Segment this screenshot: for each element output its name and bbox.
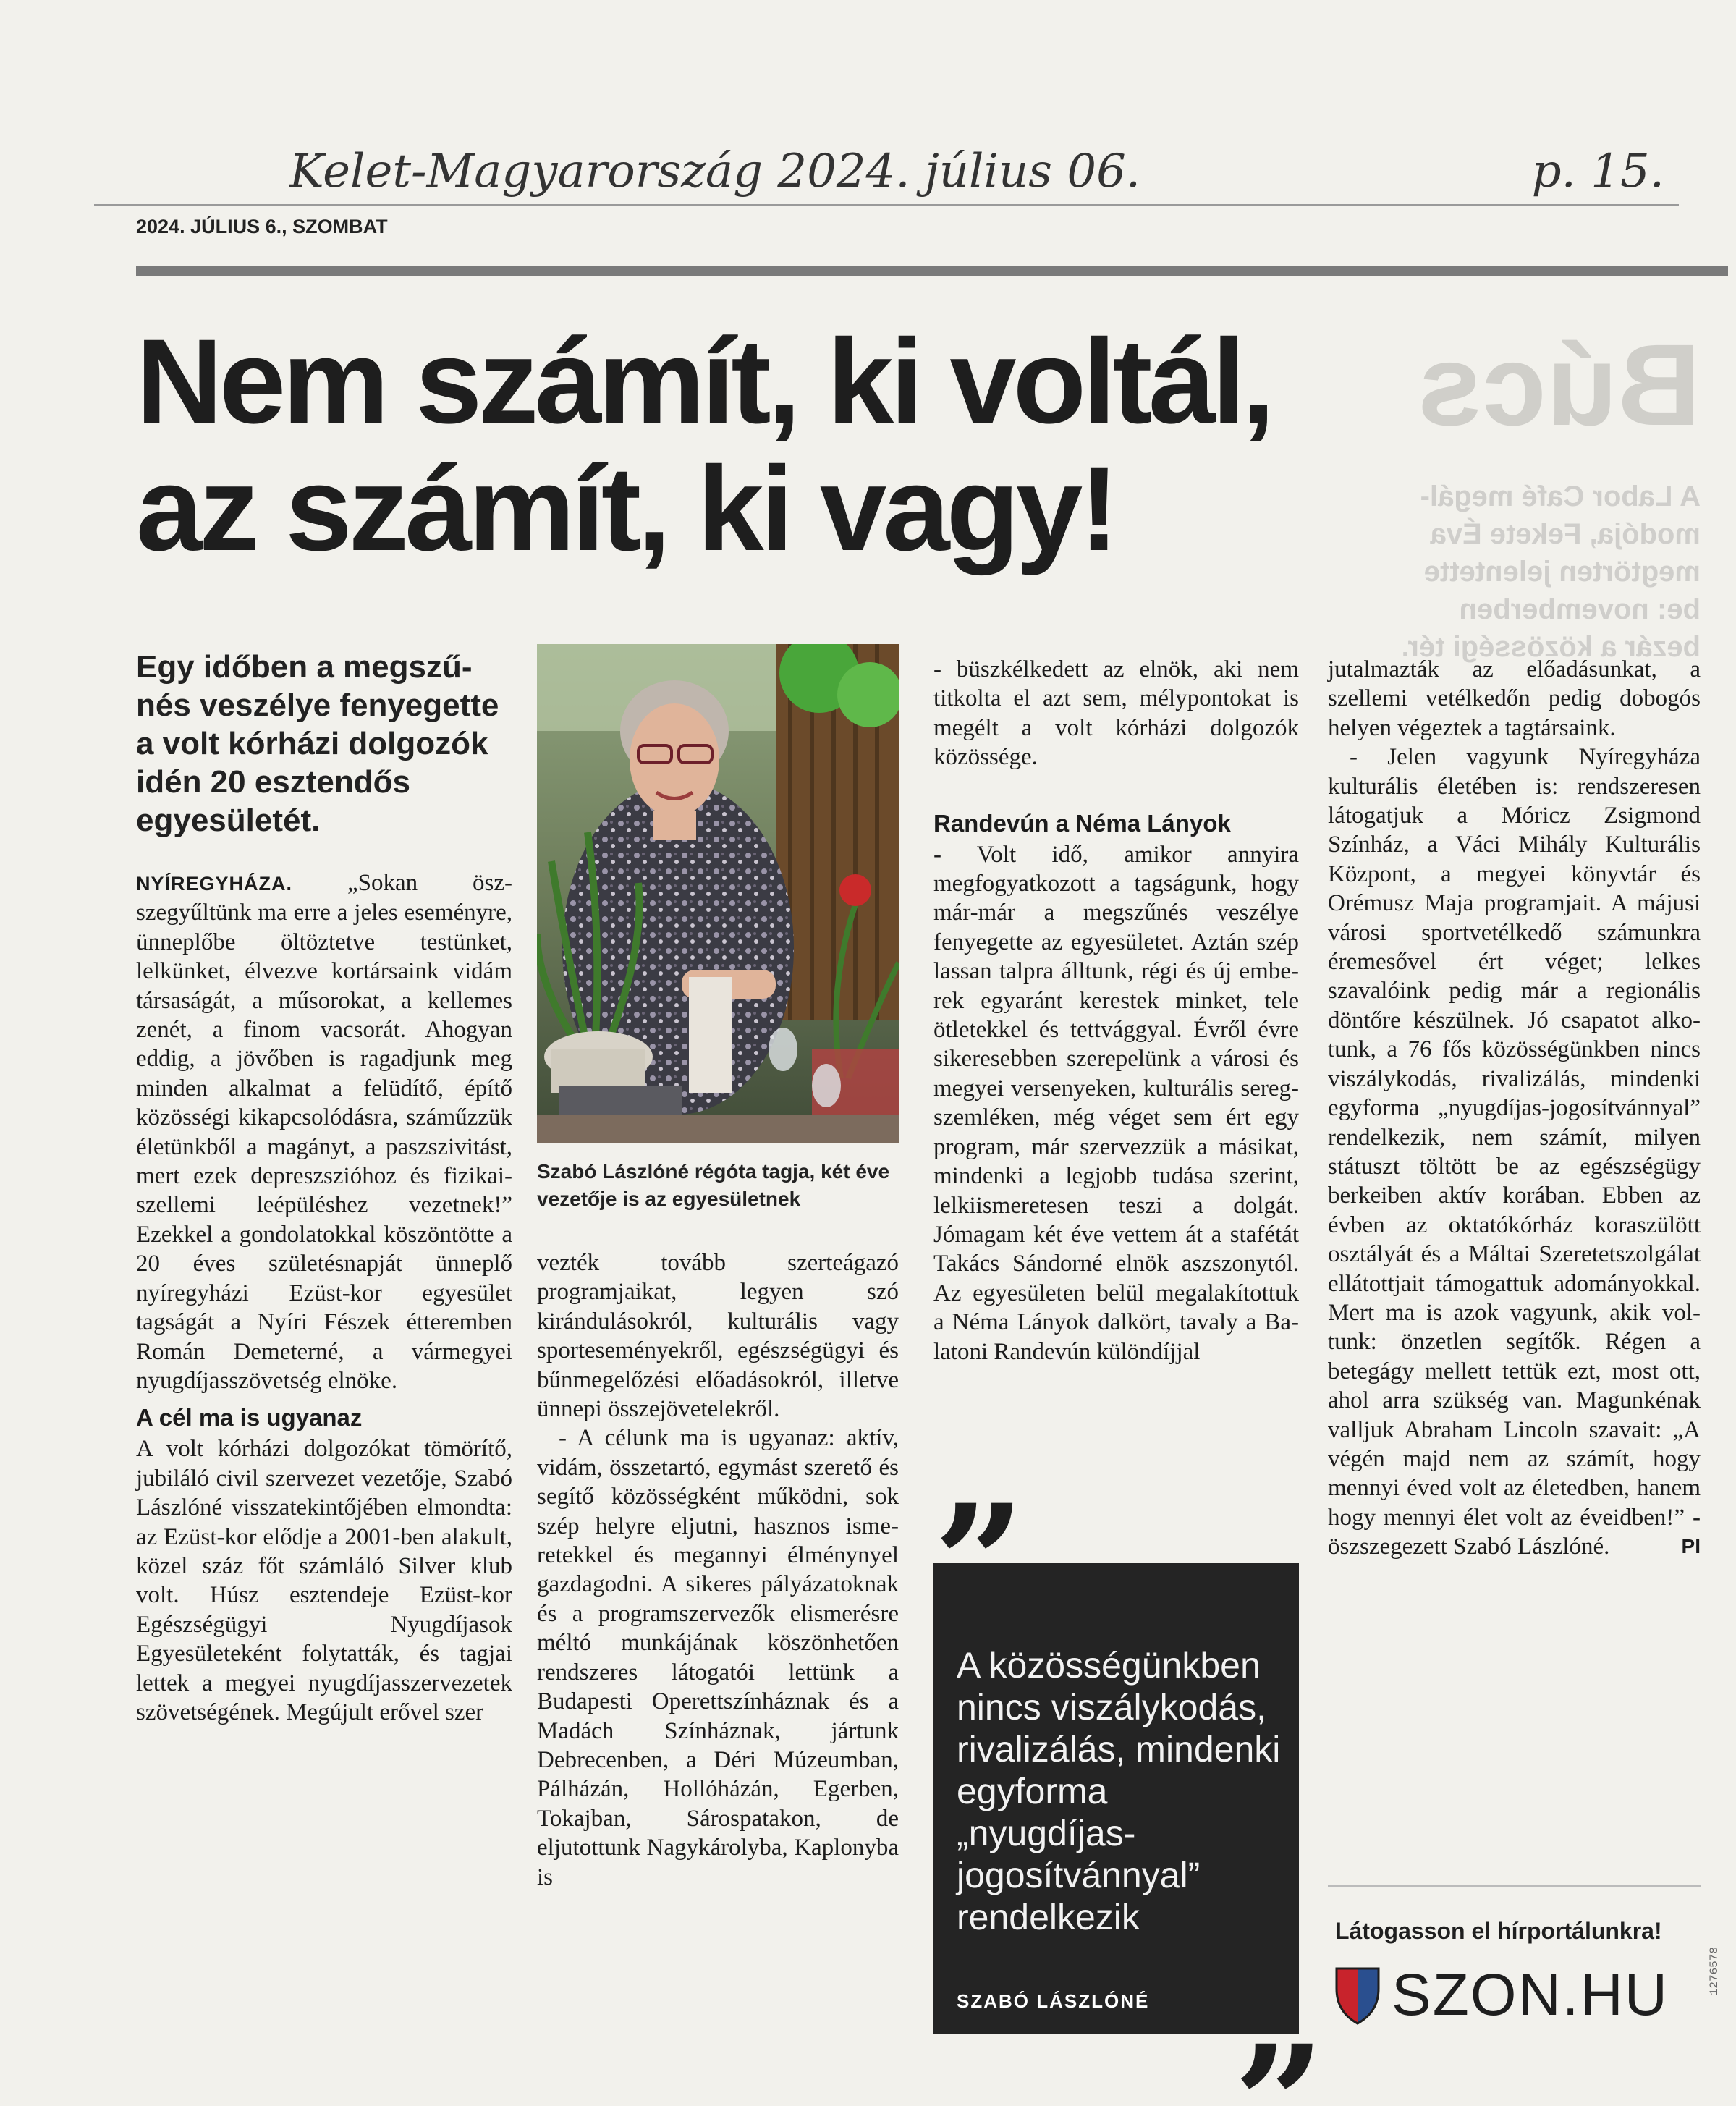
article-headline — [136, 315, 1366, 576]
pull-quote-author: SZABÓ LÁSZLÓNÉ — [957, 1990, 1150, 2012]
paragraph: - A célunk ma is ugyanaz: aktív, vidám, összetartó, egymást szerető és segítő közösségként működni, sok szép helyre eljutni, hasznos ismeretekkel és megannyi élménynyel gazdagodni. A sikeres pályázatoknak és a programszervezők elismerésre méltó munkájának köszönhetően rendszeres látogatói lettünk a Budapesti Operettszínháznak és a Madách Színháznak, jártunk Debrecenben, a Déri Múzeumban, Pálházán, Hollóházán, Egerben, Tokajban, Sárospatakon, de eljutottunk Nagykárolyba, Kaplonyba is — [537, 1425, 899, 1890]
paragraph-text: „Sokan öszszegyűltünk ma erre a jeles eseményre, ünneplőbe öltöztetve testünket, lelkünket, élvezve kortársaink vidám társaságát, a műsorokat, a kellemes zenét, a finom vacsorát. Ahogyan eddig, a jövőben is ragadjunk meg minden alkalmat a felüdítő, építő közösségi kikapcsolódásra, száműzzük életünkből a magányt, a paszszivitást, mert ezek depreszszióhoz és fizikai-szellemi leépüléshez vezetnek!” Ezekkel a gondolatokkal köszöntötte a 20 éves születésnapját ünneplő nyíregyházi Ezüst-kor egyesület tagságát a Nyíri Fészek étteremben Román Demeterné, a vármegyei nyugdíjasszövetség elnöke. — [136, 870, 512, 1394]
handwritten-source-date: Kelet-Magyarország 2024. július 06. — [289, 145, 1141, 198]
pull-quote-text: A közösségünkben nincs viszálykodás, rivalizálás, mindenki egyforma „nyugdíjas-jogosítvánnyal” rendelkezik — [957, 1645, 1281, 1937]
header-bar — [136, 266, 1728, 276]
paragraph: vezték tovább szerteágazó programjaikat, legyen szó kirándulásokról, kulturális vagy sporteseményekről, egészségügyi és bűnmegelőzési előadásokról, illetve ünnepi összejövetelekről. — [537, 1250, 899, 1423]
article-lead: Egy időben a megszűnés veszélye fenyegette a volt kórházi dolgozók idén 20 esztendős egyesületét. — [136, 649, 499, 838]
text-column-1 — [136, 868, 512, 1727]
author-signature: PI — [1681, 1535, 1701, 1558]
open-quote-icon: ” — [933, 1469, 1025, 1657]
paragraph — [136, 868, 512, 1395]
headline-line-2: az számít, ki vagy! — [136, 442, 1116, 576]
szon-logo — [1335, 1961, 1711, 2026]
promo-divider — [1328, 1885, 1701, 1887]
text-column-2 — [537, 1248, 899, 1892]
logo-wordmark: SZON.HU — [1392, 1962, 1669, 2028]
pull-quote-box — [933, 1469, 1328, 2106]
promo-text: Látogasson el hírportálunkra! — [1335, 1918, 1662, 1944]
paragraph — [1328, 743, 1701, 1561]
close-quote-icon: „ — [1236, 1919, 1328, 2106]
subheading: Randevún a Néma Lányok — [933, 809, 1231, 837]
shield-logo-icon — [1335, 1967, 1380, 2025]
paragraph: jutalmazták az előadásunkat, a szellemi vetélkedőn pedig dobogós helyen végeztek a tagtársaink. — [1328, 656, 1701, 741]
handwritten-page-number: p. 15. — [1531, 145, 1664, 198]
bleed-through-text: A Labor Café megálmodója, Fekete Éva megtörten jelentette be: novemberben bezár a közösségi tér. — [1401, 481, 1701, 663]
subheading: A cél ma is ugyanaz — [136, 1404, 363, 1432]
portrait-photo-illustration — [537, 644, 899, 1143]
paragraph: - büszkélkedett az elnök, aki nem titkolta el azt sem, mélypontokat is megélt a volt kórházi dolgozók közössége. — [933, 656, 1299, 771]
photo-caption: Szabó Lászlóné régóta tagja, két éve vezetője is az egyesületnek — [537, 1160, 890, 1210]
issue-dateline: 2024. JÚLIUS 6., SZOMBAT — [136, 216, 388, 237]
location-kicker: NYÍREGYHÁZA. — [136, 873, 293, 895]
header-rule — [94, 204, 1679, 206]
bleed-through-title: Búcs — [1417, 320, 1701, 449]
file-number: 1276578 — [1708, 1947, 1721, 1996]
paragraph: A volt kórházi dolgozókat tömörítő, jubiláló civil szervezet vezetője, Szabó Lászlóné visszatekintőjében elmondta: az Ezüst-kor elődje a 2001-ben alakult, közel száz főt számláló Silver klub volt. Húsz esztendeje Ezüst-kor Egészségügyi Nyugdíjasok Egyesületeként folytatták, és tagjai lettek a megyei nyugdíjasszervezetek szövetségének. Megújult erővel szer — [136, 1436, 512, 1725]
article-photo — [537, 644, 899, 1143]
paragraph: - Volt idő, amikor annyira megfogyatkozott a tagságunk, hogy már-már a megszűnés veszélye fenyegette az egyesületet. Aztán szép lassan talpra álltunk, régi és új emberek egyaránt kerestek minket, tele ötletekkel és tettvággyal. Évről évre sikeresebben szerepelünk a városi és megyei versenyeken, kulturális seregszemléken, még véget sem ért egy program, már szervezzük a másikat, mindenki a legjobb tudása szerint, lelkiismeretesen teszi a dolgát. Jómagam két éve vettem át a stafétát Takács Sándorné elnök aszszonytól. Az egyesületen belül megalakítottuk a Néma Lányok dalkört, tavaly a Balatoni Randevún különdíjjal — [933, 841, 1299, 1365]
paragraph-text: - Jelen vagyunk Nyíregyháza kulturális életében is: rendszeresen látogatjuk a Móricz Zsigmond Színház, a Váci Mihály Kulturális Központ, a megyei könyvtár és Orémusz Maja programjait. A májusi városi sportvetélkedő számunkra éremesővel ért véget; lelkes szavalóink pedig már a regionális döntőre készülnek. Jó csapatot alkotunk, a 76 fős közösségünkben nincs viszálykodás, rivalizálás, mindenki egyforma „nyugdíjas-jogosítvánnyal” rendelkezik, nem számít, milyen státuszt töltött be az egészségügy berkeiben aktív korában. Ebben az évben az oktatókórház koraszülött osztályát és a Máltai Szeretetszolgálat ellátottjait támogattuk adományokkal. Mert ma is azok vagyunk, akik voltunk: önzetlen segítők. Régen a betegágy mellett tettük ezt, most ott, ahol arra szükség van. Magunkénak valljuk Abraham Lincoln szavait: „A végén majd nem az számít, hogy mennyi éved volt az életedben, hanem hogy mennyi élet volt az éveidben!” - öszszegezett Szabó Lászlóné. — [1328, 744, 1701, 1560]
text-column-3 — [933, 655, 1299, 1366]
text-column-4 — [1328, 655, 1701, 1562]
headline-line-1: Nem számít, ki voltál, — [136, 315, 1272, 449]
handwritten-note — [289, 145, 1664, 224]
